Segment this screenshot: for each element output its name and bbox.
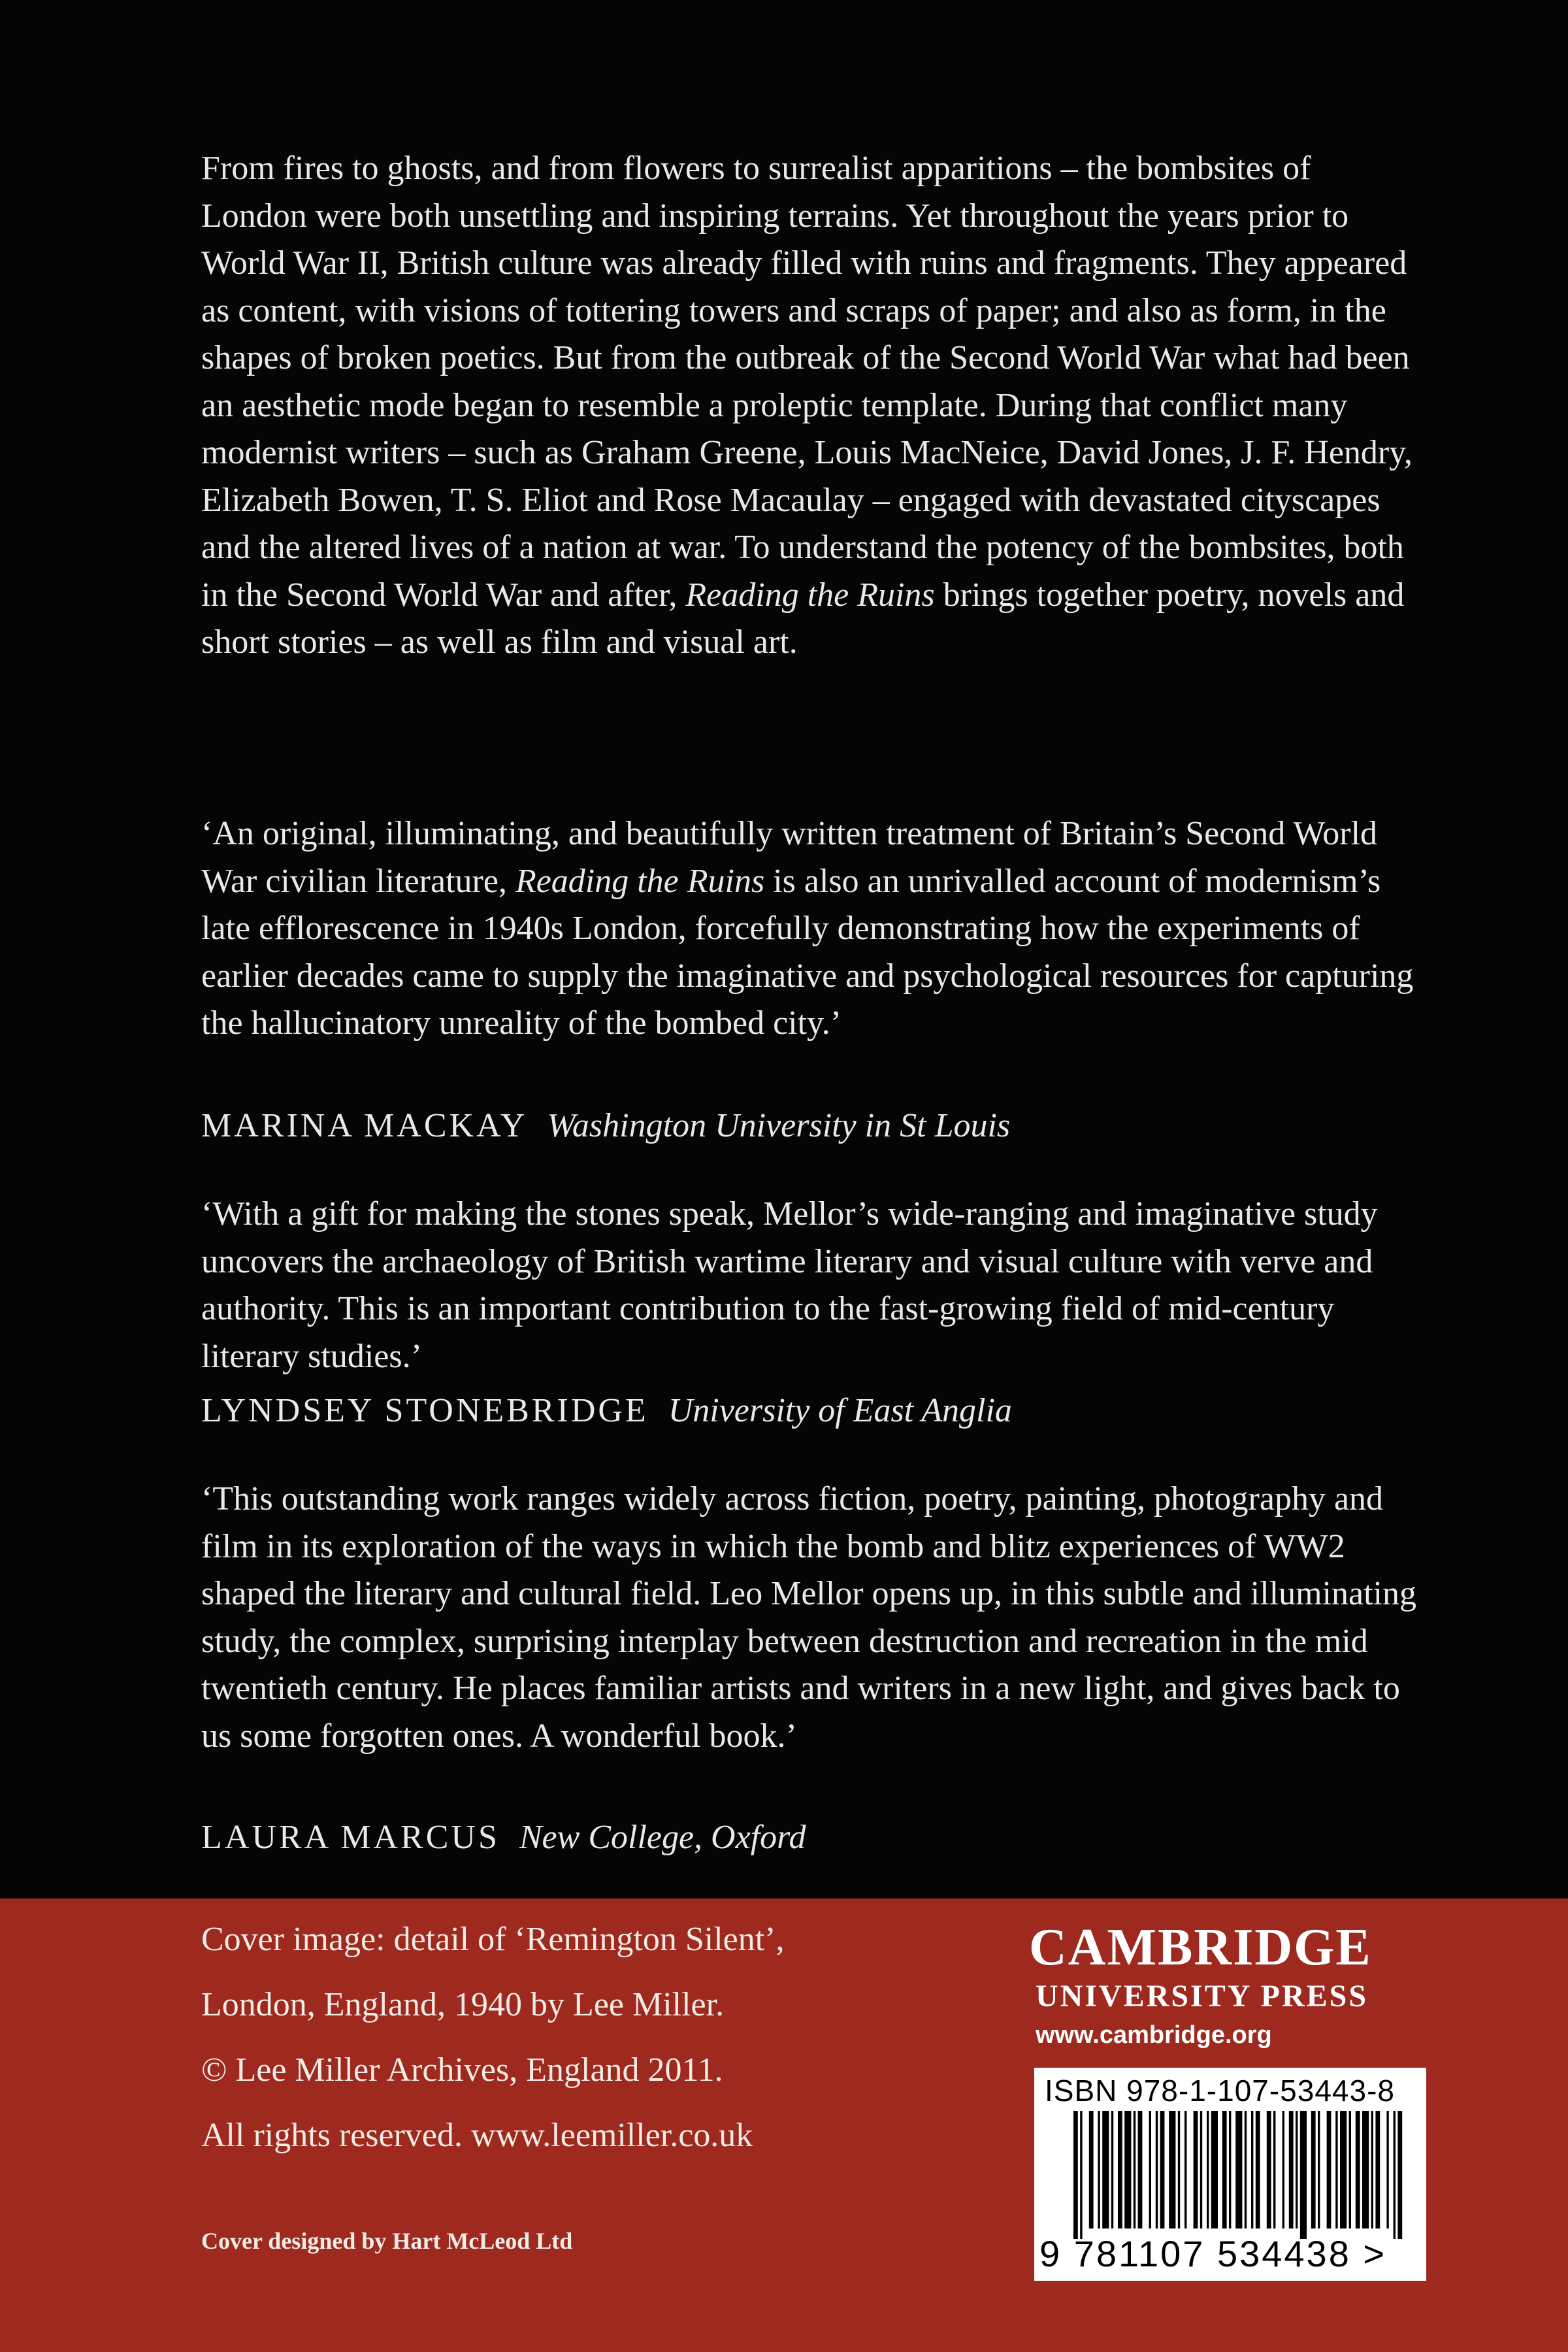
barcode-bar bbox=[1138, 2111, 1143, 2228]
credit-line: All rights reserved. www.leemiller.co.uk bbox=[201, 2117, 753, 2154]
barcode-bar bbox=[1394, 2111, 1396, 2239]
endorsement-attribution bbox=[201, 1387, 1012, 1434]
isbn-barcode bbox=[1034, 2068, 1426, 2281]
publisher-logo bbox=[1029, 1918, 1434, 2054]
barcode-bar bbox=[1273, 2111, 1275, 2228]
barcode-bar bbox=[1178, 2111, 1180, 2228]
endorsement-quote: ‘An original, illuminating, and beautifully written treatment of Britain’s Second World War civilian literature, Reading the Ruins is also an unrivalled account of modernism’s late efflorescence in 1940s London, forcefully demonstrating how the experiments of earlier decades came to supply the imaginative and psychological resources for capturing the hallucinatory unreality of the bombed city.’ bbox=[201, 815, 1414, 1042]
barcode-bar bbox=[1229, 2111, 1231, 2228]
barcode-bar bbox=[1080, 2111, 1082, 2239]
credit-line: © Lee Miller Archives, England 2011. bbox=[201, 2051, 723, 2089]
cover-image-credit bbox=[201, 1907, 985, 2168]
publisher-subtitle: UNIVERSITY PRESS bbox=[1036, 1979, 1369, 2013]
barcode-bar bbox=[1311, 2111, 1316, 2228]
barcode-bar bbox=[1362, 2111, 1369, 2228]
barcode-bar bbox=[1124, 2111, 1131, 2228]
barcode-digits: 9 781107 534438 > bbox=[1039, 2233, 1387, 2274]
barcode-bar bbox=[1318, 2111, 1320, 2228]
barcode-bar bbox=[1386, 2111, 1388, 2228]
barcode-bar bbox=[1194, 2111, 1198, 2228]
barcode-bar bbox=[1251, 2111, 1253, 2228]
book-title: Reading the Ruins bbox=[685, 576, 935, 614]
barcode-bar bbox=[1296, 2111, 1298, 2228]
barcode-bar bbox=[1375, 2111, 1380, 2228]
endorser-name: LAURA MARCUS bbox=[201, 1819, 500, 1856]
barcode-bar bbox=[1397, 2111, 1402, 2239]
endorser-name: LYNDSEY STONEBRIDGE bbox=[201, 1392, 649, 1429]
barcode-bar bbox=[1327, 2111, 1331, 2228]
endorsement-quote: ‘This outstanding work ranges widely across fiction, poetry, painting, photography and film in its exploration of the ways in which the bomb and blitz experiences of WW2 shaped the literary and cultural field. Leo Mellor opens up, in this subtle and illuminating study, the complex, surprising interplay between destruction and recreation in the mid twentieth century. He places familiar artists and writers in a new light, and gives back to us some forgotten ones. A wonderful book.’ bbox=[201, 1480, 1417, 1755]
cover-designer-credit: Cover designed by Hart McLeod Ltd bbox=[201, 2228, 573, 2254]
publisher-website: www.cambridge.org bbox=[1036, 2021, 1272, 2049]
barcode-bar bbox=[1102, 2111, 1109, 2228]
barcode-bar bbox=[1160, 2111, 1165, 2228]
barcode-bar bbox=[1156, 2111, 1158, 2228]
barcode-bar bbox=[1118, 2111, 1122, 2228]
endorser-affiliation: Washington University in St Louis bbox=[547, 1107, 1011, 1144]
credit-line: Cover image: detail of ‘Remington Silent’, bbox=[201, 1921, 785, 1958]
barcode-bar bbox=[1200, 2111, 1202, 2228]
barcode-bar bbox=[1289, 2111, 1294, 2228]
barcode-bar bbox=[1222, 2111, 1227, 2228]
barcode-bar bbox=[1207, 2111, 1209, 2228]
endorsement-attribution bbox=[201, 1102, 1010, 1150]
barcode-bar bbox=[1098, 2111, 1100, 2228]
book-title: Reading the Ruins bbox=[515, 862, 765, 900]
endorsement-quote: ‘With a gift for making the stones speak, Mellor’s wide-ranging and imaginative study uncovers the archaeology of British wartime literary and visual culture with verve and authority. This is an important contribution to the fast-growing field of mid-century literary studies.’ bbox=[201, 1195, 1378, 1375]
endorsement-attribution bbox=[201, 1814, 806, 1861]
barcode-bar bbox=[1235, 2111, 1242, 2228]
barcode-bar bbox=[1349, 2111, 1351, 2228]
barcode-bar bbox=[1282, 2111, 1284, 2228]
barcode-bar bbox=[1184, 2111, 1186, 2228]
isbn-label: ISBN 978-1-107-53443-8 bbox=[1045, 2074, 1395, 2108]
publisher-name: CAMBRIDGE bbox=[1029, 1919, 1372, 1976]
barcode-bar bbox=[1149, 2111, 1151, 2228]
barcode-bar bbox=[1267, 2111, 1271, 2228]
endorser-affiliation: University of East Anglia bbox=[668, 1392, 1012, 1429]
barcode-bar bbox=[1211, 2111, 1218, 2228]
endorser-name: MARINA MACKAY bbox=[201, 1107, 528, 1144]
barcode-bar bbox=[1356, 2111, 1360, 2228]
barcode-bar bbox=[1340, 2111, 1347, 2228]
barcode-bar bbox=[1335, 2111, 1337, 2228]
barcode-bar bbox=[1245, 2111, 1247, 2228]
endorser-affiliation: New College, Oxford bbox=[519, 1819, 806, 1856]
book-description: From fires to ghosts, and from flowers to surrealist apparitions – the bombsites of London were both unsettling and inspiring terrains. Yet throughout the years prior to World War II, British culture was already filled with ruins and fragments. They appeared as content, with visions of tottering towers and scraps of paper; and also as form, in the shapes of broken poetics. But from the outbreak of the Second World War what had been an aesthetic mode began to resemble a proleptic template. During that conflict many modernist writers – such as Graham Greene, Louis MacNeice, David Jones, J. F. Hendry, Elizabeth Bowen, T. S. Eliot and Rose Macaulay – engaged with devastated cityscapes and the altered lives of a nation at war. To understand the potency of the bombsites, both in the Second World War and after, Reading the Ruins brings together poetry, novels and short stories – as well as film and visual art. bbox=[201, 150, 1413, 661]
credit-line: London, England, 1940 by Lee Miller. bbox=[201, 1986, 725, 2023]
barcode-bar bbox=[1073, 2111, 1078, 2239]
barcode-bar bbox=[1089, 2111, 1094, 2228]
barcode-bar bbox=[1300, 2111, 1307, 2239]
barcode-bar bbox=[1371, 2111, 1373, 2228]
barcode-bar bbox=[1169, 2111, 1175, 2228]
barcode-bar bbox=[1134, 2111, 1135, 2228]
barcode-bar bbox=[1111, 2111, 1113, 2228]
barcode-bar bbox=[1256, 2111, 1260, 2228]
